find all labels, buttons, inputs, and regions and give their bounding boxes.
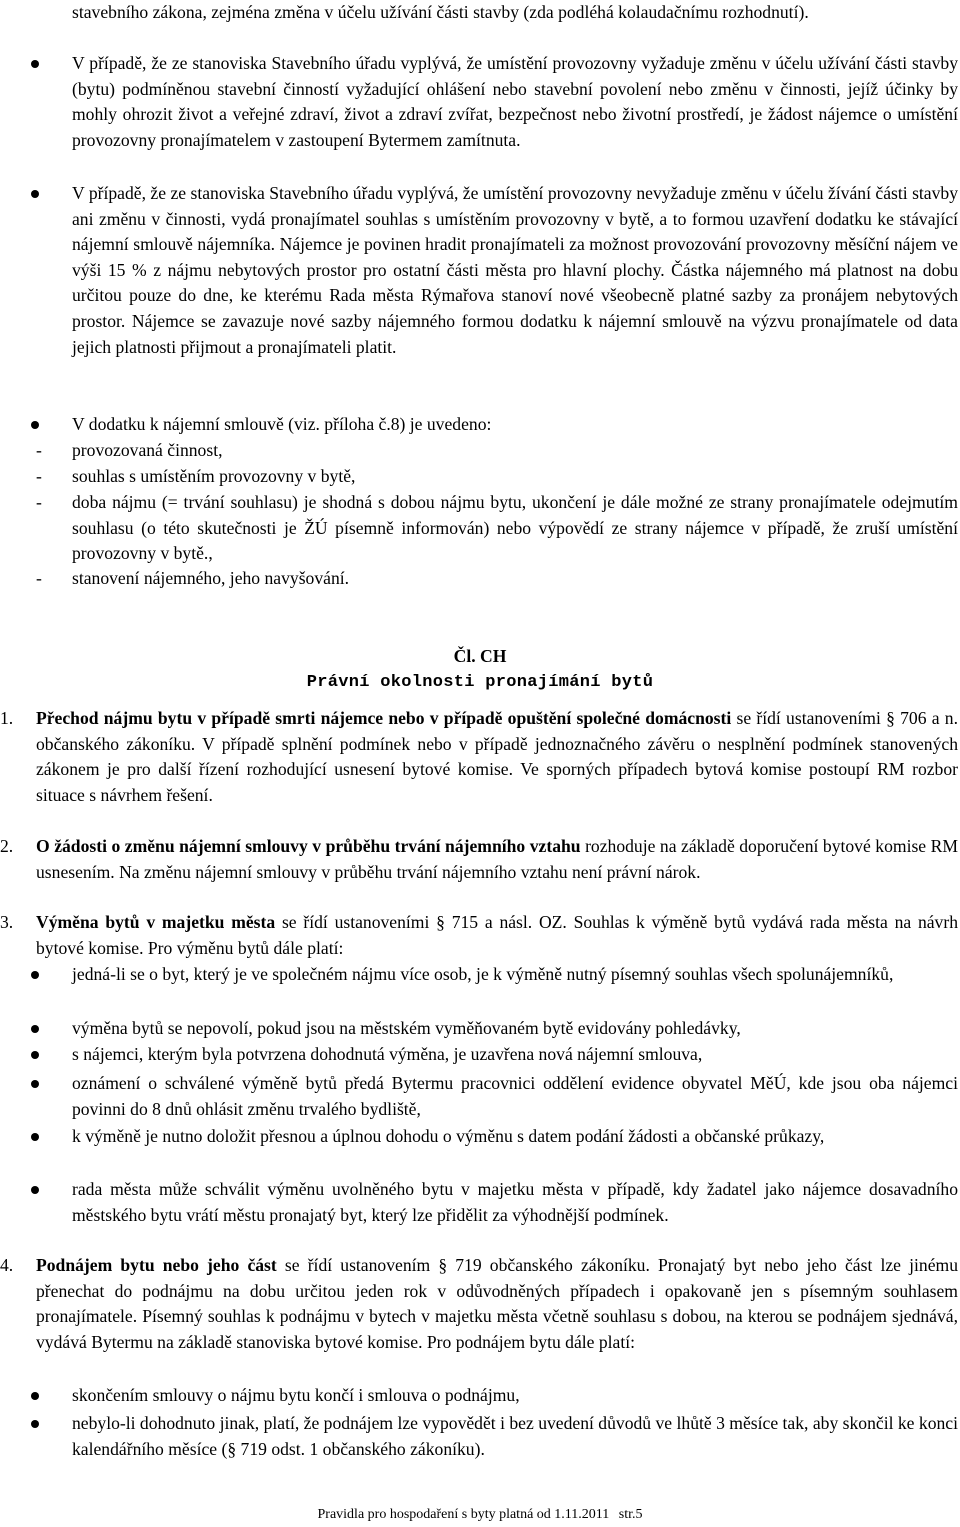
section-text [36,834,958,885]
section-bold-lead: Přechod nájmu bytu v případě smrti nájemce nebo v případě opuštění společné domácnosti [36,708,732,728]
list-item [0,1383,958,1409]
bullet-icon [31,1133,39,1141]
list-item [0,181,958,360]
dash-marker: - [36,568,42,588]
list-item-text: skončením smlouvy o nájmu bytu končí i smlouva o podnájmu, [72,1385,520,1405]
bullet-icon [31,1186,39,1194]
dash-marker: - [36,492,42,512]
bullet-icon [31,1025,39,1033]
page-number: str.5 [618,1507,643,1522]
bullet-icon [31,421,39,429]
bullet-icon [31,1392,39,1400]
section-number: 1. [0,708,14,728]
list-item [0,412,958,438]
list-item [0,1071,958,1122]
list-item-text: jedná-li se o byt, který je ve společném nájmu více osob, je k výměně nutný písemný souhlas všech spolunájemníků, [72,964,894,984]
bullet-icon [31,60,39,68]
section-body: se řídí ustanoveními § 715 a násl. OZ. Souhlas k výměně bytů vydává rada města na návrh bytové komise. Pro výměnu bytů dále platí: [36,912,958,958]
numbered-section [0,910,958,961]
list-item-text: rada města může schválit výměnu uvolněného bytu v majetku města v případě, kdy žadatel jako nájemce dosavadního městského bytu vrátí městu pronajatý byt, který lze přidělit za výhodnější podmínek. [72,1179,958,1225]
bullet-icon [31,971,39,979]
dash-list-item [36,438,958,464]
list-item-text: V dodatku k nájemní smlouvě (viz. příloha č.8) je uvedeno: [72,414,492,434]
page-footer [0,1506,960,1524]
list-item [0,1016,958,1042]
footer-title: Pravidla pro hospodaření s byty platná od 1.11.2011 [317,1507,610,1522]
numbered-section [0,834,958,885]
list-item [0,962,958,988]
list-item-text: V případě, že ze stanoviska Stavebního úřadu vyplývá, že umístění provozovny vyžaduje změnu v účelu užívání části stavby (bytu) podmíněnou stavební činností vyžadující ohlášení nebo stavební povolení nebo změnu v činnosti, jejíž účinky by mohly ohrozit život a veřejné zdraví, život a zdraví zvířat, bezpečnost nebo životní prostředí, je žádost nájemce o umístění provozovny pronajímatelem v zastoupení Bytermem zamítnuta. [72,53,958,150]
bullet-icon [31,1080,39,1088]
chapter-title: Právní okolnosti pronajímání bytů [306,673,654,692]
numbered-section [0,1253,958,1355]
dash-marker: - [36,440,42,460]
continuation-paragraph: stavebního zákona, zejména změna v účelu užívání části stavby (zda podléhá kolaudačnímu rozhodnutí). [72,2,809,22]
section-text [36,706,958,808]
section-number: 4. [0,1255,14,1275]
chapter-number: Čl. CH [453,646,507,666]
dash-item-text: doba nájmu (= trvání souhlasu) je shodná s dobou nájmu bytu, ukončení je dále možné ze strany pronajímatele odejmutím souhlasu (o této skutečnosti je ŽÚ písemně informován) nebo výpovědí ze strany nájemce v případě, že zruší umístění provozovny v bytě., [72,492,958,564]
list-item-text: s nájemci, kterým byla potvrzena dohodnutá výměna, je uzavřena nová nájemní smlouva, [72,1044,703,1064]
section-bold-lead: Výměna bytů v majetku města [36,912,276,932]
list-item-text: nebylo-li dohodnuto jinak, platí, že podnájem lze vypovědět i bez uvedení důvodů ve lhůtě 3 měsíce tak, aby skončil ke konci kalendářního měsíce (§ 719 odst. 1 občanského zákoníku). [72,1413,958,1459]
list-item-text: výměna bytů se nepovolí, pokud jsou na městském vyměňovaném bytě evidovány pohledávky, [72,1018,741,1038]
dash-list-item [36,464,958,490]
dash-item-text: provozovaná činnost, [72,440,223,460]
list-item [0,1042,958,1068]
section-number: 2. [0,836,14,856]
section-body: rozhoduje na základě doporučení bytové komise RM usnesením. Na změnu nájemní smlouvy v průběhu trvání nájemního vztahu není právní nárok. [36,836,958,882]
list-item [0,1411,958,1462]
dash-marker: - [36,466,42,486]
section-text [36,1253,958,1355]
dash-item-text: souhlas s umístěním provozovny v bytě, [72,466,356,486]
section-number: 3. [0,912,14,932]
list-item [0,1124,958,1150]
bullet-icon [31,1051,39,1059]
dash-item-text: stanovení nájemného, jeho navyšování. [72,568,350,588]
list-item-text: V případě, že ze stanoviska Stavebního úřadu vyplývá, že umístění provozovny nevyžaduje změnu v účelu žívání části stavby ani změnu v činnosti, vydá pronajímatel souhlas s umístěním provozovny v bytě, a to formou uzavření dodatku ke stávající nájemní smlouvě nájemníka. Nájemce je povinen hradit pronajímateli za možnost provozování provozovny měsíční nájem ve výši 15 % z nájmu nebytových prostor pro ostatní části města pro hlavní plochy. Částka nájemného má platnost na dobu určitou pouze do dne, ke kterému Rada města Rýmařova stanoví nové všeobecně platné sazby za pronájem nebytových prostor. Nájemce se zavazuje nové sazby nájemného formou dodatku k nájemní smlouvě na výzvu pronajímatele od data jejich platnosti přijmout a pronajímateli platit. [72,183,958,357]
numbered-section [0,706,958,808]
list-item [0,51,958,153]
dash-list-item [36,566,958,592]
section-body: se řídí ustanoveními § 706 a n. občanského zákoníku. V případě splnění podmínek nebo v případě jednoznačného závěru o nesplnění podmínek stanovených zákonem je pro další řízení rozhodující usnesení bytové komise. Ve sporných případech bytová komise postoupí RM rozbor situace s návrhem řešení. [36,708,958,805]
bullet-icon [31,1420,39,1428]
section-body: se řídí ustanovením § 719 občanského zákoníku. Pronajatý byt nebo jeho část lze jinému přenechat do podnájmu na dobu určitou jeden rok v odůvodněných případech i opakovaně jen s písemným souhlasem pronajímatele. Písemný souhlas k podnájmu v bytech v majetku města včetně souhlasu s dobou, na kterou se podnájem sjednává, vydává Bytermu na základě stanoviska bytové komise. Pro podnájem bytu dále platí: [36,1255,958,1352]
bullet-icon [31,190,39,198]
list-item [0,1177,958,1228]
section-bold-lead: O žádosti o změnu nájemní smlouvy v průběhu trvání nájemního vztahu [36,836,581,856]
section-bold-lead: Podnájem bytu nebo jeho část [36,1255,277,1275]
dash-list-item [36,490,958,567]
list-item-text: k výměně je nutno doložit přesnou a úplnou dohodu o výměnu s datem podání žádosti a občanské průkazy, [72,1126,825,1146]
list-item-text: oznámení o schválené výměně bytů předá Bytermu pracovnici oddělení evidence obyvatel MěÚ, kde jsou oba nájemci povinni do 8 dnů ohlásit změnu trvalého bydliště, [72,1073,958,1119]
section-text [36,910,958,961]
